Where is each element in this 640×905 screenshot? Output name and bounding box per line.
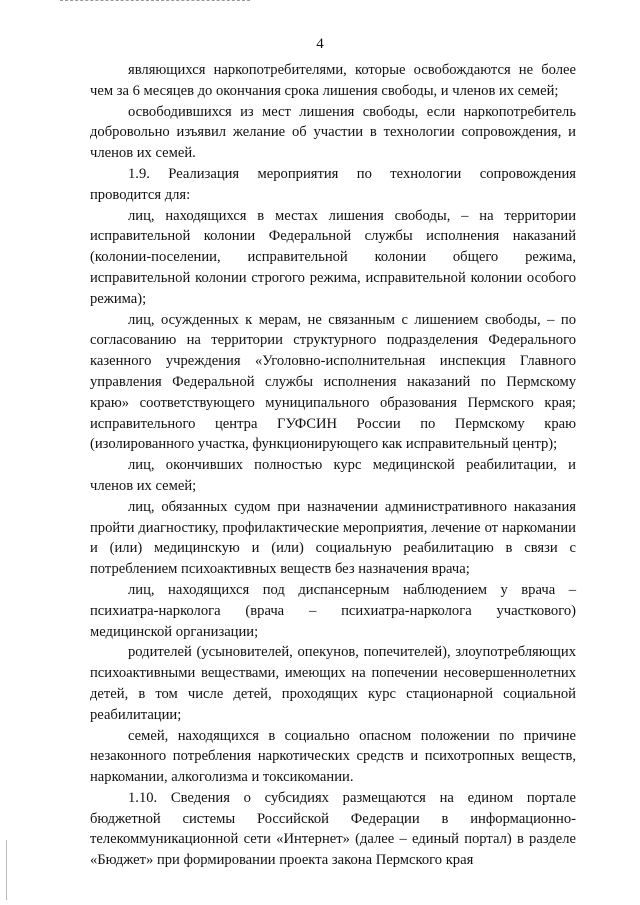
paragraph: лиц, находящихся в местах лишения свободы, – на территории исправительной колонии Федеральной службы исполнения наказаний (колонии-поселении, исправительной колонии общего режима, исправительной колонии строгого режима, исправительной колонии особого режима); xyxy=(90,207,576,307)
scan-edge-mark xyxy=(60,0,250,7)
page-number: 4 xyxy=(316,36,324,52)
paragraph: 1.9. Реализация мероприятия по технологии сопровождения проводится для: xyxy=(90,165,576,203)
document-body xyxy=(90,60,576,871)
paragraph: лиц, находящихся под диспансерным наблюдением у врача – психиатра-нарколога (врача – психиатра-нарколога участкового) медицинской организации; xyxy=(90,581,576,640)
paragraph: освободившихся из мест лишения свободы, если наркопотребитель добровольно изъявил желание об участии в технологии сопровождения, и членов их семей. xyxy=(90,103,576,162)
paragraph: лиц, обязанных судом при назначении административного наказания пройти диагностику, профилактические мероприятия, лечение от наркомании и (или) медицинскую и (или) социальную реабилитацию в связи с потреблением психоактивных веществ без назначения врача; xyxy=(90,498,576,578)
paragraph: родителей (усыновителей, опекунов, попечителей), злоупотребляющих психоактивными веществами, имеющих на попечении несовершеннолетних детей, в том числе детей, проходящих курс стационарной социальной реабилитации; xyxy=(90,644,576,723)
paragraph: лиц, окончивших полностью курс медицинской реабилитации, и членов их семей; xyxy=(90,457,576,494)
paragraph: 1.10. Сведения о субсидиях размещаются на едином портале бюджетной системы Российской Федерации в информационно-телекоммуникационной сети «Интернет» (далее – единый портал) в разделе «Бюджет» при формировании проекта закона Пермского края xyxy=(90,789,576,869)
scan-edge-line xyxy=(6,840,7,900)
paragraph: лиц, осужденных к мерам, не связанным с лишением свободы, – по согласованию на территории структурного подразделения Федерального казенного учреждения «Уголовно-исполнительная инспекция Главного управления Федеральной службы исполнения наказаний по Пермскому краю» соответствующего муниципального образования Пермского края; исправительного центра ГУФСИН России по Пермскому краю (изолированного участка, функционирующего как исправительный центр); xyxy=(90,311,576,453)
paragraph: семей, находящихся в социально опасном положении по причине незаконного потребления наркотических средств и психотропных веществ, наркомании, алкоголизма и токсикомании. xyxy=(90,727,576,786)
paragraph: являющихся наркопотребителями, которые освобождаются не более чем за 6 месяцев до окончания срока лишения свободы, и членов их семей; xyxy=(90,62,576,99)
